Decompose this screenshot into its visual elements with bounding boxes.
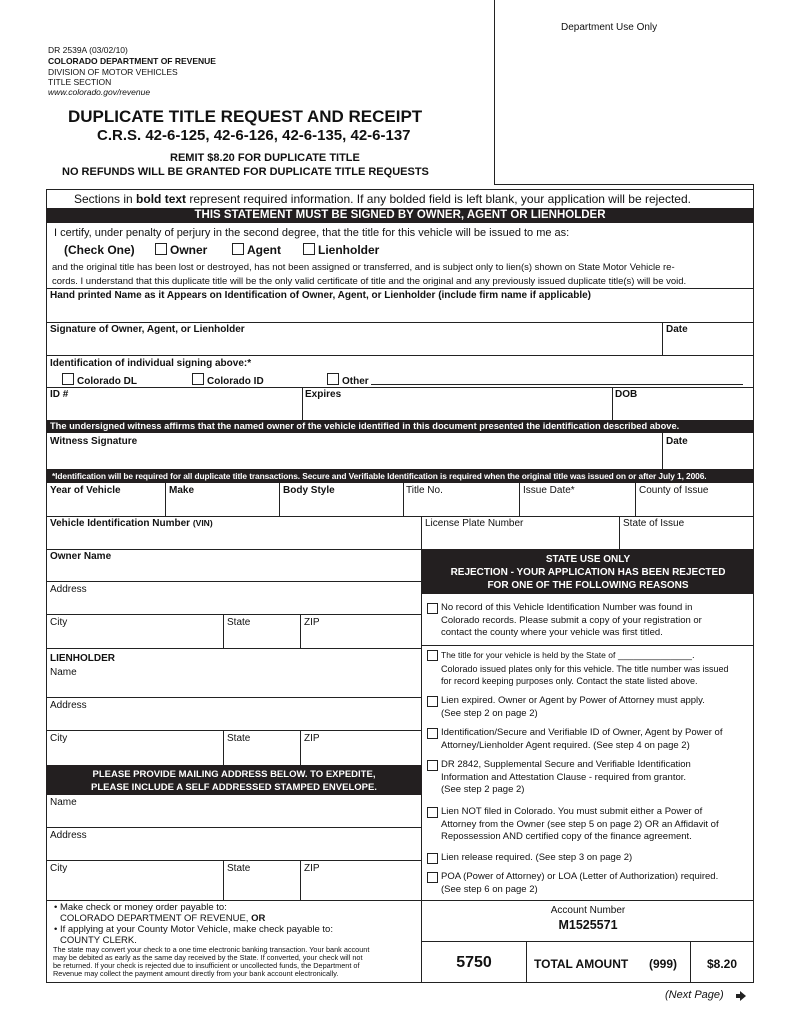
fine-print-line-3: be returned. If your check is rejected due to insufficient or uncollected funds, the Department of <box>53 961 360 970</box>
reason-4-checkbox[interactable] <box>427 728 438 739</box>
lienholder-state-label: State <box>227 733 251 744</box>
identification-footnote-bar: *Identification will be required for all duplicate title transactions. Secure and Verifiable Identification is required when the original title was issued on or after July 1, 2006. <box>46 469 754 483</box>
reason-3-checkbox[interactable] <box>427 696 438 707</box>
owner-address-label: Address <box>50 584 87 595</box>
witness-signature-field[interactable] <box>47 448 661 468</box>
identification-label: Identification of individual signing above:* <box>50 358 252 369</box>
rule <box>46 697 422 698</box>
remit-fee: REMIT $8.20 FOR DUPLICATE TITLE <box>170 152 360 164</box>
owner-zip-label: ZIP <box>304 617 320 628</box>
rule <box>223 860 224 900</box>
account-number: M1525571 <box>558 918 618 932</box>
payment-fine-print <box>53 946 369 978</box>
payment-instructions <box>54 902 333 946</box>
frame-right <box>753 208 754 982</box>
owner-option[interactable]: Owner <box>155 243 207 257</box>
lienholder-address-label: Address <box>50 700 87 711</box>
rule <box>46 288 754 289</box>
reason-4: Identification/Secure and Verifiable ID of Owner, Agent by Power of Attorney/Lienholder Agent required. (See step 4 on page 2) <box>441 727 723 751</box>
colorado-dl-option[interactable]: Colorado DL <box>62 373 137 387</box>
section-name: TITLE SECTION <box>48 77 112 87</box>
arrow-right-icon <box>735 990 747 1002</box>
owner-state-label: State <box>227 617 251 628</box>
no-refunds: NO REFUNDS WILL BE GRANTED FOR DUPLICATE TITLE REQUESTS <box>62 166 429 178</box>
witness-signature-label: Witness Signature <box>50 436 138 447</box>
next-page-label: (Next Page) <box>665 989 724 1001</box>
state-use-title: STATE USE ONLY <box>545 554 631 565</box>
colorado-id-checkbox[interactable] <box>192 373 204 385</box>
title-number-label: Title No. <box>406 485 443 496</box>
rule <box>223 730 224 765</box>
mailing-name-label: Name <box>50 797 77 808</box>
payee-1: COLORADO DEPARTMENT OF REVENUE, OR <box>60 913 266 924</box>
certify-paragraph-1: and the original title has been lost or destroyed, has not been assigned or transferred, and is subject only to lien(s) shown on State Motor Vehicle re- <box>52 262 675 273</box>
signature-date-label: Date <box>666 324 688 335</box>
body-style-label: Body Style <box>283 485 335 496</box>
certify-paragraph-2: cords. I understand that this duplicate title will be the only valid certificate of title and the original and any previously issued duplicate title(s) will be void. <box>52 276 687 287</box>
rule <box>46 827 422 828</box>
rule <box>165 483 166 516</box>
mailing-bar-line-1: PLEASE PROVIDE MAILING ADDRESS BELOW. TO EXPEDITE, <box>92 769 376 780</box>
lienholder-zip-label: ZIP <box>304 733 320 744</box>
owner-checkbox[interactable] <box>155 243 167 255</box>
frame-bottom <box>46 982 754 983</box>
dept-box-right <box>753 184 754 208</box>
frame-top <box>46 189 754 190</box>
state-use-bar <box>422 549 754 594</box>
website: www.colorado.gov/revenue <box>48 87 151 97</box>
vehicle-year-label: Year of Vehicle <box>50 485 121 496</box>
reason-7: Lien release required. (See step 3 on page 2) <box>441 852 633 863</box>
lienholder-city-label: City <box>50 733 68 744</box>
lienholder-checkbox[interactable] <box>303 243 315 255</box>
total-amount: $8.20 <box>706 957 738 971</box>
rule <box>46 581 422 582</box>
rule <box>635 483 636 516</box>
owner-city-label: City <box>50 617 68 628</box>
rule <box>519 483 520 516</box>
fine-print-line-1: The state may convert your check to a one time electronic banking transaction. Your bank account <box>53 945 370 954</box>
expires-label: Expires <box>305 389 342 400</box>
rule <box>46 860 422 861</box>
reason-1: No record of this Vehicle Identification Number was found in Colorado records. Please submit a copy of your registration or contact the county where your vehicle was first titled. <box>441 602 702 638</box>
reason-8: POA (Power of Attorney) or LOA (Letter of Authorization) required. (See step 6 on page 2) <box>441 871 719 895</box>
county-of-issue-label: County of Issue <box>639 485 709 496</box>
printed-name-field[interactable] <box>47 302 753 322</box>
mailing-state-label: State <box>227 863 251 874</box>
total-code: (999) <box>649 957 678 971</box>
statutes: C.R.S. 42-6-125, 42-6-126, 42-6-135, 42-6-137 <box>97 127 411 144</box>
id-number-label: ID # <box>50 389 69 400</box>
reason-2: The title for your vehicle is held by the State of ______________. Colorado issued plates only for this vehicle. The title number was issued for record keeping purposes only. Contact the state listed above. <box>441 650 729 686</box>
agent-option[interactable]: Agent <box>232 243 281 257</box>
lienholder-option[interactable]: Lienholder <box>303 243 379 257</box>
rule <box>46 900 754 901</box>
reason-6-checkbox[interactable] <box>427 807 438 818</box>
form-id: DR 2539A (03/02/10) <box>48 45 128 55</box>
witness-date-label: Date <box>666 436 688 447</box>
rule <box>526 941 527 982</box>
mailing-address-label: Address <box>50 830 87 841</box>
page-title: DUPLICATE TITLE REQUEST AND RECEIPT <box>68 107 423 126</box>
rule <box>46 648 422 649</box>
make-label: Make <box>169 485 195 496</box>
license-plate-label: License Plate Number <box>425 518 524 529</box>
rule <box>612 387 613 420</box>
rule <box>300 730 301 765</box>
owner-name-label: Owner Name <box>50 551 112 562</box>
signature-field[interactable] <box>47 336 661 354</box>
other-id-option[interactable]: Other <box>327 373 369 387</box>
reason-1-checkbox[interactable] <box>427 603 438 614</box>
rejection-subtitle: FOR ONE OF THE FOLLOWING REASONS <box>487 580 689 591</box>
reason-3: Lien expired. Owner or Agent by Power of Attorney must apply. (See step 2 on page 2) <box>441 695 705 719</box>
mailing-bar-line-2: PLEASE INCLUDE A SELF ADDRESSED STAMPED ENVELOPE. <box>91 782 377 793</box>
rule <box>300 860 301 900</box>
reason-5: DR 2842, Supplemental Secure and Verifiable Identification Information and Attestation Clause - required from grantor. (See step 2 page 2) <box>441 759 691 795</box>
fine-print-line-2: may be debited as early as the same day received by the State. If converted, your check will not <box>53 953 363 962</box>
rule <box>46 355 754 356</box>
rule <box>422 941 754 942</box>
colorado-dl-checkbox[interactable] <box>62 373 74 385</box>
payment-bullet-2: • If applying at your County Motor Vehicle, make check payable to: <box>54 924 333 935</box>
rejection-title: REJECTION - YOUR APPLICATION HAS BEEN REJECTED <box>450 567 726 578</box>
rule <box>46 322 754 323</box>
rule <box>46 516 754 517</box>
dept-box-bottom <box>494 184 754 185</box>
total-amount-label: TOTAL AMOUNT <box>534 957 629 971</box>
reason-6: Lien NOT filed in Colorado. You must submit either a Power of Attorney from the Owner (see step 5 on page 2) OR an Affidavit of Repossession AND certified copy of the finance agreement. <box>441 806 719 842</box>
payee-2: COUNTY CLERK. <box>60 935 137 946</box>
mailing-address-bar <box>46 765 422 795</box>
rule <box>223 614 224 648</box>
other-id-line[interactable] <box>371 384 743 385</box>
account-number-label: Account Number <box>550 905 626 916</box>
certify-text: I certify, under penalty of perjury in the second degree, that the title for this vehicle will be issued to me as: <box>54 227 570 239</box>
mailing-zip-label: ZIP <box>304 863 320 874</box>
statement-bar: THIS STATEMENT MUST BE SIGNED BY OWNER, AGENT OR LIENHOLDER <box>46 208 754 223</box>
check-one-label: (Check One) <box>64 243 135 257</box>
state-of-issue-label: State of Issue <box>623 518 685 529</box>
rule <box>619 516 620 549</box>
fine-print-line-4: Revenue may collect the payment amount directly from your bank account electronically. <box>53 969 339 978</box>
rule <box>662 322 663 355</box>
fee-code: 5750 <box>456 954 492 971</box>
rule <box>422 645 754 646</box>
rule <box>46 387 754 388</box>
agency-name: COLORADO DEPARTMENT OF REVENUE <box>48 56 216 66</box>
reason-8-checkbox[interactable] <box>427 872 438 883</box>
printed-name-label: Hand printed Name as it Appears on Identification of Owner, Agent, or Lienholder (include firm name if applicable) <box>50 290 591 301</box>
rule <box>662 433 663 469</box>
dob-label: DOB <box>615 389 638 400</box>
reason-5-checkbox[interactable] <box>427 760 438 771</box>
rule <box>46 730 422 731</box>
vin-label: Vehicle Identification Number (VIN) <box>50 518 213 529</box>
intro-text: Sections in bold text represent required information. If any bolded field is left blank, your application will be rejected. <box>74 192 691 206</box>
other-id-checkbox[interactable] <box>327 373 339 385</box>
rule <box>403 483 404 516</box>
rule <box>279 483 280 516</box>
lienholder-heading: LIENHOLDER <box>50 653 115 664</box>
payment-bullet-1: • Make check or money order payable to: <box>54 902 227 913</box>
division-name: DIVISION OF MOTOR VEHICLES <box>48 67 178 77</box>
reason-2-checkbox[interactable] <box>427 650 438 661</box>
rule <box>46 614 422 615</box>
rule <box>302 387 303 420</box>
agent-checkbox[interactable] <box>232 243 244 255</box>
signature-label: Signature of Owner, Agent, or Lienholder <box>50 324 245 335</box>
rule <box>300 614 301 648</box>
issue-date-label: Issue Date* <box>523 485 575 496</box>
header-divider <box>494 0 495 184</box>
reason-7-checkbox[interactable] <box>427 853 438 864</box>
department-use-only: Department Use Only <box>561 22 658 33</box>
lienholder-name-label: Name <box>50 667 77 678</box>
mailing-city-label: City <box>50 863 68 874</box>
colorado-id-option[interactable]: Colorado ID <box>192 373 264 387</box>
witness-bar: The undersigned witness affirms that the named owner of the vehicle identified in this document presented the identification described above. <box>46 420 754 433</box>
